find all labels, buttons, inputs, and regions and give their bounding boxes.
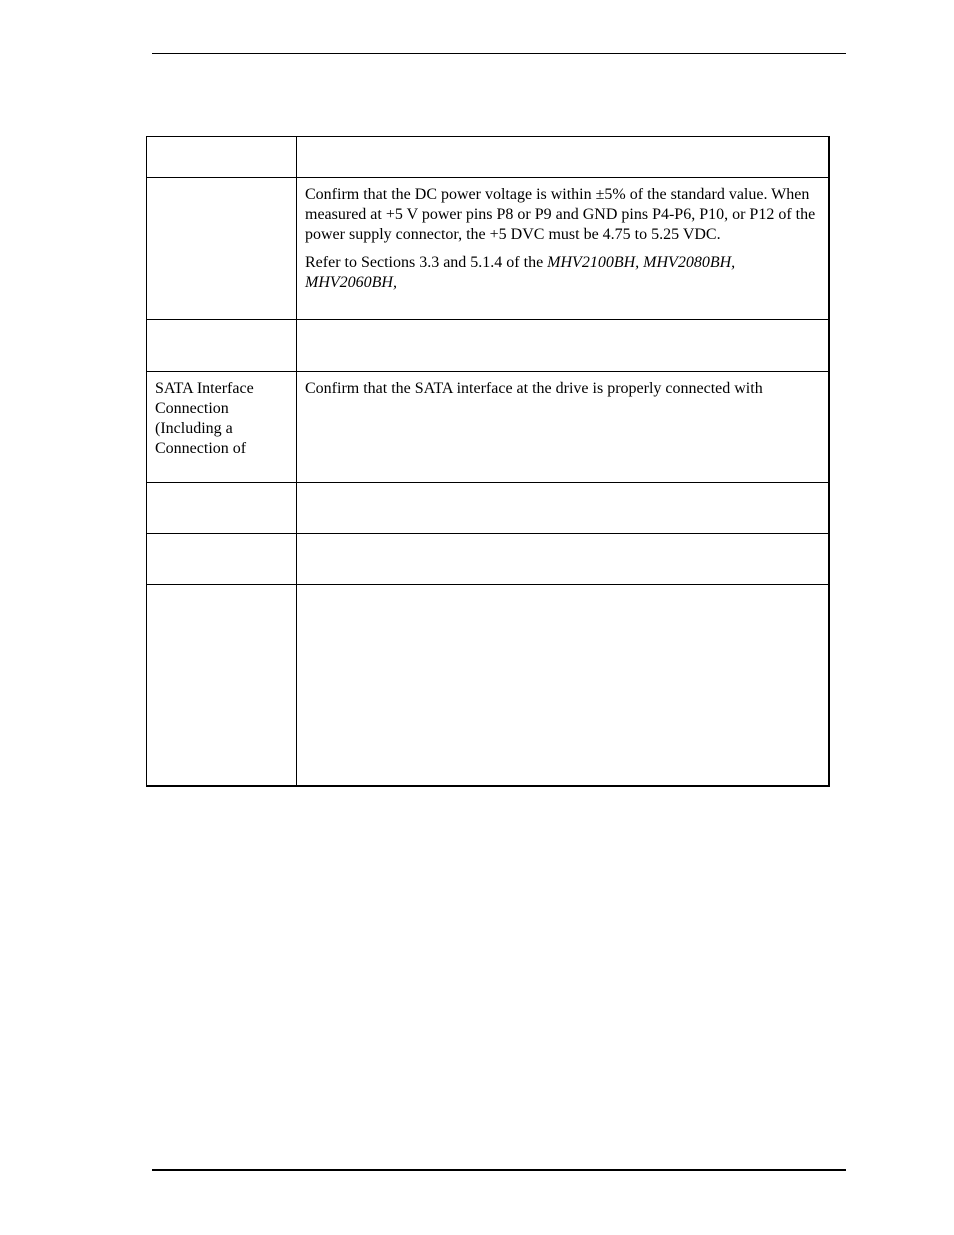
- table-row: [147, 483, 829, 534]
- table-row: [147, 178, 829, 320]
- description-cell: [297, 178, 829, 320]
- item-cell: [147, 534, 297, 585]
- table-row: [147, 320, 829, 372]
- item-label-sata: SATA Interface Connection (Including a Connection of: [155, 380, 254, 457]
- sata-check-text: Confirm that the SATA interface at the drive is properly connected with: [305, 380, 763, 397]
- item-label: [147, 178, 296, 185]
- description-cell: [297, 137, 829, 178]
- power-voltage-text: Confirm that the DC power voltage is within ±5% of the standard value. When measured at +5 V power pins P8 or P9 and GND pins P4-P6, P10, or P12 of the power supply connector, the +5 DVC must be 4.75 to 5.25 VDC.: [305, 186, 816, 243]
- item-label: [147, 534, 296, 541]
- item-cell: [147, 137, 297, 178]
- item-cell: [147, 585, 297, 786]
- reference-model-list: MHV2100BH, MHV2080BH, MHV2060BH,: [305, 254, 736, 291]
- header-rule: [152, 53, 846, 54]
- description-cell: [297, 534, 829, 585]
- item-label: [147, 483, 296, 490]
- description-cell: [297, 372, 829, 483]
- item-label: [147, 137, 296, 144]
- description-cell: [297, 585, 829, 786]
- footer-rule: [152, 1169, 846, 1171]
- item-cell: [147, 372, 297, 483]
- reference-text: [305, 253, 818, 293]
- table-row: [147, 372, 829, 483]
- table-row: [147, 534, 829, 585]
- item-cell: [147, 178, 297, 320]
- item-label: [147, 320, 296, 327]
- description-cell: [297, 483, 829, 534]
- table-row: [147, 585, 829, 786]
- item-cell: [147, 483, 297, 534]
- item-cell: [147, 320, 297, 372]
- description-cell: [297, 320, 829, 372]
- item-label: [147, 585, 296, 592]
- check-table: [146, 136, 830, 787]
- table-row: [147, 137, 829, 178]
- reference-prefix: Refer to Sections 3.3 and 5.1.4 of the: [305, 254, 548, 271]
